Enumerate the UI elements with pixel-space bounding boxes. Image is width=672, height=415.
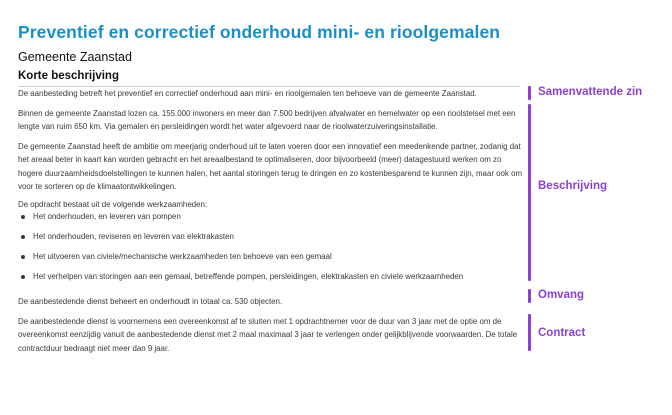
scope-intro-paragraph: De opdracht bestaat uit de volgende werkzaamheden: xyxy=(18,200,208,209)
summary-annotation: Samenvattende zin xyxy=(538,86,643,98)
scope-bracket xyxy=(528,289,531,303)
list-item: Het onderhouden, en leveren van pompen xyxy=(18,207,523,227)
description-bracket xyxy=(528,104,531,281)
contract-bracket xyxy=(528,314,531,351)
list-item: Het uitvoeren van civiele/mechanische werkzaamheden ten behoeve van een gemaal xyxy=(18,247,523,267)
context-paragraph: Binnen de gemeente Zaanstad lozen ca. 155.000 inwoners en meer dan 7.500 bedrijven afvalwater en hemelwater op een rioolstelsel met een lengte van ruim 650 km. Via gemalen en persleidingen wordt het water afgevoerd naar de rioolwaterzuiveringsinstallatie. xyxy=(18,109,516,132)
ambition-paragraph: De gemeente Zaanstad heeft de ambitie om meerjarig onderhoud uit te laten voeren door een innovatief een meedenkende partner, zodanig dat het areaal beter in kaart kan worden gebracht en het areaalbestand te optimaliseren, door bijvoorbeeld (meer) datagestuurd werken om zo hogere duurzaamheidsdoelstellingen te kunnen halen, het aantal storingen terug te dringen en zo kostenbesparend te kunnen zijn, maar ook om voor te sorteren op de klimaatontwikkelingen. xyxy=(18,142,523,191)
organization-name: Gemeente Zaanstad xyxy=(18,50,132,64)
list-item: Het onderhouden, reviseren en leveren van elektrakasten xyxy=(18,227,523,247)
contract-paragraph: De aanbestedende dienst is voornemens een overeenkomst af te sluiten met 1 opdrachtnemer voor de duur van 3 jaar met de optie om de overeenkomst eenzijdig vanuit de aanbestedende dienst met 2 maal maximaal 3 jaar te verlengen onder gelijkblijvende voorwaarden. De totale contractduur bedraagt niet meer dan 9 jaar. xyxy=(18,317,518,353)
scope-annotation: Omvang xyxy=(538,289,585,301)
contract-annotation: Contract xyxy=(538,327,586,339)
summary-bracket xyxy=(528,86,531,100)
section-heading: Korte beschrijving xyxy=(18,70,119,82)
page-title: Preventief en correctief onderhoud mini- en rioolgemalen xyxy=(18,22,501,42)
summary-paragraph: De aanbesteding betreft het preventief en correctief onderhoud aan mini- en rioolgemalen ten behoeve van de gemeente Zaanstad. xyxy=(18,89,477,98)
work-items-list xyxy=(18,207,523,287)
list-item: Het verhelpen van storingen aan een gemaal, betreffende pompen, persleidingen, elektrakasten en civiele werkzaamheden xyxy=(18,267,523,287)
description-annotation: Beschrijving xyxy=(538,180,608,192)
volume-paragraph: De aanbestedende dienst beheert en onderhoudt in totaal ca. 530 objecten. xyxy=(18,297,283,306)
